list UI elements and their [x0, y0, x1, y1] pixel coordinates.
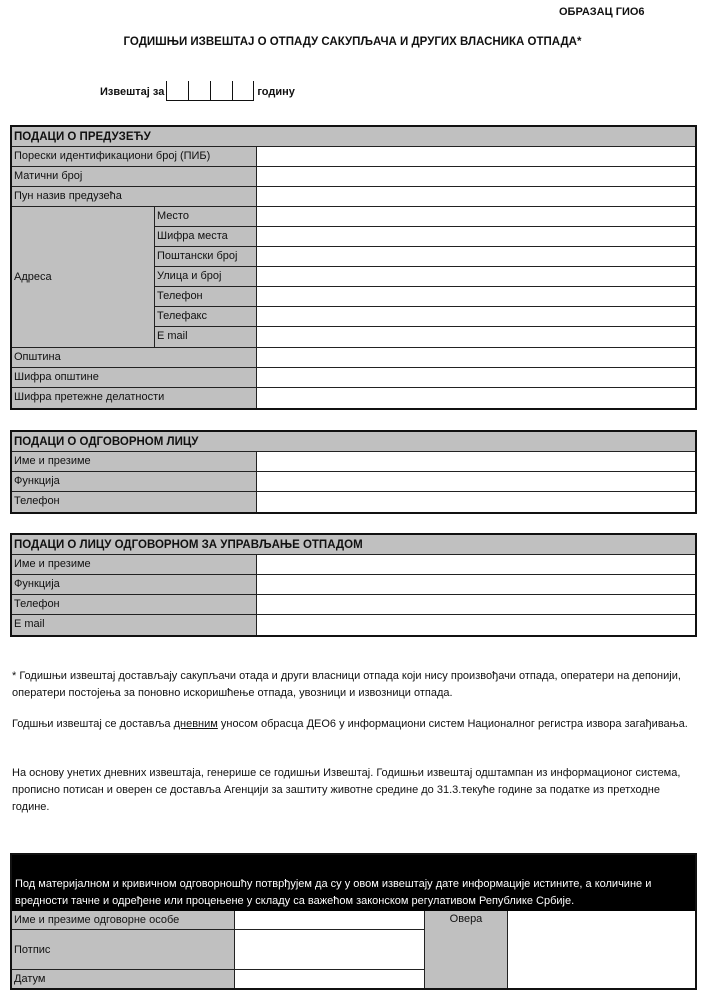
section-heading: ПОДАЦИ О ПРЕДУЗЕЋУ — [12, 127, 695, 147]
submission-note — [12, 716, 696, 733]
municipality-code-field[interactable] — [257, 368, 695, 387]
stamp-area[interactable] — [508, 911, 695, 988]
date-label: Датум — [12, 970, 235, 988]
year-label-after: годину — [257, 86, 295, 98]
field-label: Телефакс — [155, 307, 257, 326]
fax-field[interactable] — [257, 307, 695, 326]
address-block — [12, 207, 695, 348]
field-label: Телефон — [12, 595, 257, 614]
address-label: Адреса — [12, 207, 155, 347]
company-name-field[interactable] — [257, 187, 695, 206]
form-row — [12, 147, 695, 167]
place-field[interactable] — [257, 207, 695, 226]
form-row — [12, 368, 695, 388]
field-label: E mail — [155, 327, 257, 347]
form-row — [12, 167, 695, 187]
generation-note: На основу унетих дневних извештаја, генерише се годишњи Извештај. Годишњи извештај одштампан из информационог система, прописно потисан и оверен се доставља Агенцији за заштиту животне средине до 31.3.текуће године за податке из претходне године. — [12, 767, 681, 813]
manager-phone-field[interactable] — [257, 595, 695, 614]
form-code: ОБРАЗАЦ ГИО6 — [559, 6, 645, 18]
responsible-function-field[interactable] — [257, 472, 695, 491]
municipality-field[interactable] — [257, 348, 695, 367]
field-label: Поштански број — [155, 247, 257, 266]
field-label: Телефон — [155, 287, 257, 306]
field-label: Пун назив предузећа — [12, 187, 257, 206]
field-label: Функција — [12, 575, 257, 594]
field-label: Шифра претежне делатности — [12, 388, 257, 408]
field-label: Порески идентификациони број (ПИБ) — [12, 147, 257, 166]
responsible-phone-field[interactable] — [257, 492, 695, 512]
signature-field[interactable] — [235, 930, 425, 970]
year-digit-4[interactable] — [232, 81, 254, 100]
year-digit-3[interactable] — [210, 81, 232, 100]
phone-field[interactable] — [257, 287, 695, 306]
manager-function-field[interactable] — [257, 575, 695, 594]
form-row — [12, 348, 695, 368]
registration-number-field[interactable] — [257, 167, 695, 186]
form-row — [12, 187, 695, 207]
responsible-name-field[interactable] — [257, 452, 695, 471]
year-input-boxes — [166, 81, 254, 101]
responsible-person-label: Име и презиме одговорне особе — [12, 911, 235, 930]
stamp-label: Овера — [425, 911, 508, 988]
report-year-row — [100, 81, 295, 101]
submission-text-before: Годшњи извештај се доставља — [12, 718, 174, 730]
submission-underlined-word: дневним — [173, 718, 218, 730]
footnote-text: * Годишњи извештај достављају сакупљачи отада и други власници отпада који нису произвођачи отпада, оператери на депонији, оператери постојења за поновно искоришћење отпада, увозници и извозници отпада. — [12, 670, 681, 699]
company-section — [10, 125, 697, 410]
field-label: Улица и број — [155, 267, 257, 286]
form-row — [12, 388, 695, 408]
street-field[interactable] — [257, 267, 695, 286]
page-title: ГОДИШЊИ ИЗВЕШТАЈ О ОТПАДУ САКУПЉАЧА И ДРУГИХ ВЛАСНИКА ОТПАДА* — [123, 36, 582, 48]
field-label: Име и презиме — [12, 555, 257, 574]
year-digit-2[interactable] — [188, 81, 210, 100]
year-label-before: Извештај за — [100, 86, 165, 98]
declaration-block — [10, 853, 697, 990]
pib-field[interactable] — [257, 147, 695, 166]
place-code-field[interactable] — [257, 227, 695, 246]
field-label: Место — [155, 207, 257, 226]
manager-name-field[interactable] — [257, 555, 695, 574]
manager-email-field[interactable] — [257, 615, 695, 635]
section-heading: ПОДАЦИ О ОДГОВОРНОМ ЛИЦУ — [12, 432, 695, 452]
field-label: Шифра општине — [12, 368, 257, 387]
submission-text-after: уносом обрасца ДЕО6 у информациони систем Националног регистра извора загађивања. — [217, 718, 688, 730]
field-label: Шифра места — [155, 227, 257, 246]
field-label: Телефон — [12, 492, 257, 512]
field-label: Општина — [12, 348, 257, 367]
field-label: Функција — [12, 472, 257, 491]
field-label: E mail — [12, 615, 257, 635]
postal-code-field[interactable] — [257, 247, 695, 266]
section-heading: ПОДАЦИ О ЛИЦУ ОДГОВОРНОМ ЗА УПРАВЉАЊЕ ОТПАДОМ — [12, 535, 695, 555]
year-digit-1[interactable] — [166, 81, 188, 100]
declarant-name-field[interactable] — [235, 911, 424, 929]
email-field[interactable] — [257, 327, 695, 347]
field-label: Име и презиме — [12, 452, 257, 471]
field-label: Матични број — [12, 167, 257, 186]
date-field[interactable] — [235, 970, 424, 988]
activity-code-field[interactable] — [257, 388, 695, 408]
signature-label: Потпис — [12, 930, 235, 970]
responsible-person-section — [10, 430, 697, 514]
declaration-text: Под материјалном и кривичном одговорношћу потврђујем да су у овом извештају дате информације истините, а количине и вредности тачне и одређене или процењене у складу са важећом законском регулативом Републике Србије. — [12, 855, 695, 911]
waste-manager-section — [10, 533, 697, 637]
